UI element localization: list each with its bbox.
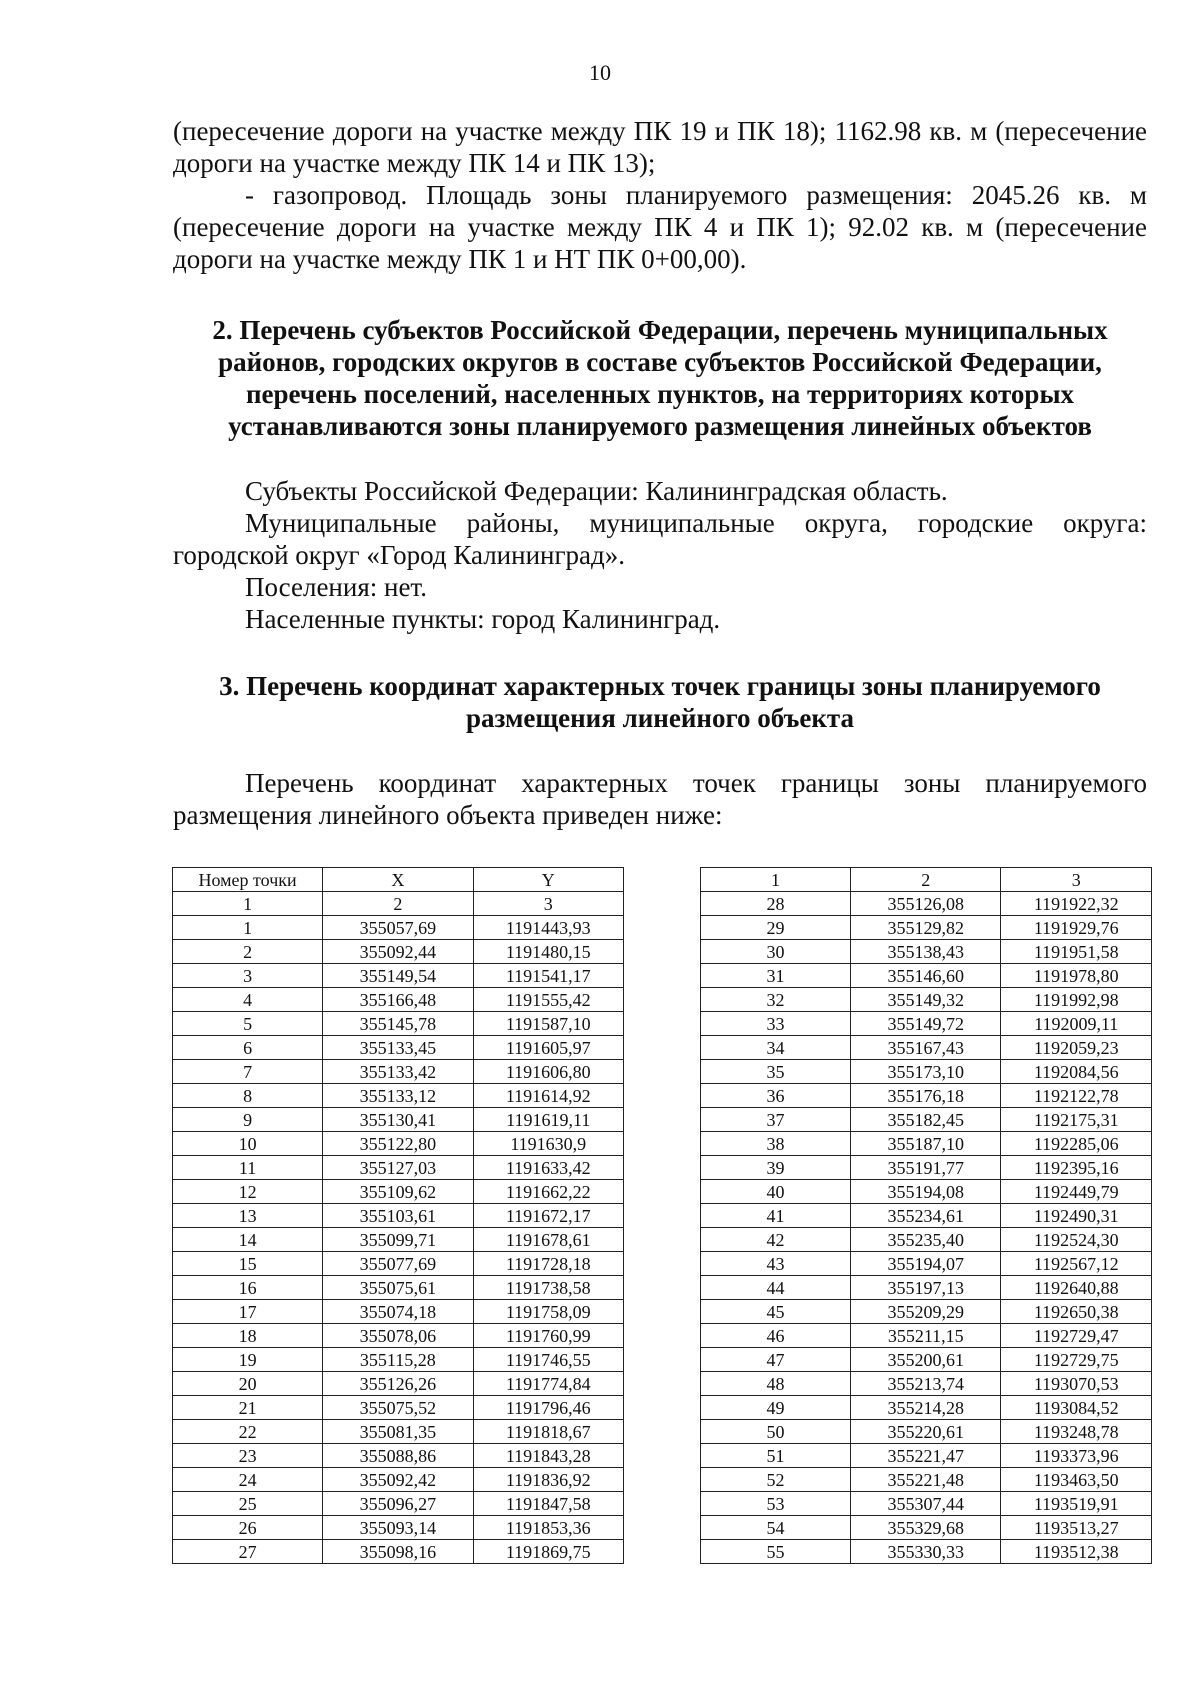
point-number-cell: 6: [173, 1036, 323, 1060]
y-coordinate-cell: 1191678,61: [473, 1228, 623, 1252]
table-header-row: [701, 868, 1152, 892]
point-number-cell: 3: [173, 964, 323, 988]
section-2-heading-line: 2. Перечень субъектов Российской Федерации, перечень муниципальных: [212, 315, 1108, 345]
x-coordinate-cell: 355166,48: [323, 988, 473, 1012]
header-cell: X: [323, 868, 473, 892]
point-number-cell: 27: [173, 1540, 323, 1564]
table-row: [173, 1348, 624, 1372]
y-coordinate-cell: 1192449,79: [1001, 1180, 1152, 1204]
y-coordinate-cell: 1191443,93: [473, 916, 623, 940]
x-coordinate-cell: 355234,61: [851, 1204, 1001, 1228]
table-row: [701, 1540, 1152, 1564]
y-coordinate-cell: 1191869,75: [473, 1540, 623, 1564]
x-coordinate-cell: 355329,68: [851, 1516, 1001, 1540]
x-coordinate-cell: 355133,12: [323, 1084, 473, 1108]
x-coordinate-cell: 355182,45: [851, 1108, 1001, 1132]
point-number-cell: 5: [173, 1012, 323, 1036]
x-coordinate-cell: 355191,77: [851, 1156, 1001, 1180]
x-coordinate-cell: 355214,28: [851, 1396, 1001, 1420]
y-coordinate-cell: 1191541,17: [473, 964, 623, 988]
y-coordinate-cell: 1192175,31: [1001, 1108, 1152, 1132]
y-coordinate-cell: 1191818,67: [473, 1420, 623, 1444]
x-coordinate-cell: 355133,45: [323, 1036, 473, 1060]
point-number-cell: 24: [173, 1468, 323, 1492]
y-coordinate-cell: 1191847,58: [473, 1492, 623, 1516]
point-number-cell: 41: [701, 1204, 851, 1228]
x-coordinate-cell: 355092,44: [323, 940, 473, 964]
x-coordinate-cell: 355092,42: [323, 1468, 473, 1492]
x-coordinate-cell: 355187,10: [851, 1132, 1001, 1156]
point-number-cell: 39: [701, 1156, 851, 1180]
table-row: [173, 1108, 624, 1132]
point-number-cell: 26: [173, 1516, 323, 1540]
y-coordinate-cell: 1193373,96: [1001, 1444, 1152, 1468]
table-row: [701, 988, 1152, 1012]
table-row: [701, 1420, 1152, 1444]
table-row: [173, 916, 624, 940]
point-number-cell: 42: [701, 1228, 851, 1252]
table-row: [701, 1108, 1152, 1132]
y-coordinate-cell: 1193519,91: [1001, 1492, 1152, 1516]
x-coordinate-cell: 355099,71: [323, 1228, 473, 1252]
subheader-cell: 3: [473, 892, 623, 916]
table-row: [173, 1204, 624, 1228]
point-number-cell: 19: [173, 1348, 323, 1372]
x-coordinate-cell: 355235,40: [851, 1228, 1001, 1252]
table-row: [701, 1012, 1152, 1036]
y-coordinate-cell: 1191746,55: [473, 1348, 623, 1372]
table-row: [173, 1252, 624, 1276]
header-cell: Номер точки: [173, 868, 323, 892]
table-row: [701, 1276, 1152, 1300]
x-coordinate-cell: 355098,16: [323, 1540, 473, 1564]
table-row: [701, 1300, 1152, 1324]
y-coordinate-cell: 1193248,78: [1001, 1420, 1152, 1444]
table-row: [173, 1372, 624, 1396]
table-row: [173, 1132, 624, 1156]
table-row: [173, 964, 624, 988]
x-coordinate-cell: 355075,61: [323, 1276, 473, 1300]
municipal-paragraph: Муниципальные районы, муниципальные округа, городские округа: городской округ «Город Калининград».: [173, 508, 1147, 570]
y-coordinate-cell: 1192567,12: [1001, 1252, 1152, 1276]
x-coordinate-cell: 355109,62: [323, 1180, 473, 1204]
table-row: [701, 1444, 1152, 1468]
table-row: [701, 1372, 1152, 1396]
table-row: [701, 940, 1152, 964]
table-row: [173, 1156, 624, 1180]
table-row: [701, 1156, 1152, 1180]
x-coordinate-cell: 355173,10: [851, 1060, 1001, 1084]
x-coordinate-cell: 355093,14: [323, 1516, 473, 1540]
table-row: [701, 964, 1152, 988]
point-number-cell: 43: [701, 1252, 851, 1276]
table-row: [173, 940, 624, 964]
y-coordinate-cell: 1193084,52: [1001, 1396, 1152, 1420]
y-coordinate-cell: 1191555,42: [473, 988, 623, 1012]
table-row: [173, 1084, 624, 1108]
table-row: [701, 1516, 1152, 1540]
table-header-row: [173, 868, 624, 892]
x-coordinate-cell: 355088,86: [323, 1444, 473, 1468]
header-cell: 1: [701, 868, 851, 892]
y-coordinate-cell: 1192650,38: [1001, 1300, 1152, 1324]
x-coordinate-cell: 355176,18: [851, 1084, 1001, 1108]
subheader-cell: 2: [323, 892, 473, 916]
y-coordinate-cell: 1192122,78: [1001, 1084, 1152, 1108]
x-coordinate-cell: 355194,07: [851, 1252, 1001, 1276]
point-number-cell: 37: [701, 1108, 851, 1132]
coordinates-table-right: [700, 867, 1152, 1564]
x-coordinate-cell: 355075,52: [323, 1396, 473, 1420]
section-2-heading: [173, 314, 1147, 442]
y-coordinate-cell: 1192729,75: [1001, 1348, 1152, 1372]
point-number-cell: 49: [701, 1396, 851, 1420]
point-number-cell: 10: [173, 1132, 323, 1156]
point-number-cell: 32: [701, 988, 851, 1012]
table-row: [701, 1204, 1152, 1228]
point-number-cell: 2: [173, 940, 323, 964]
y-coordinate-cell: 1191929,76: [1001, 916, 1152, 940]
y-coordinate-cell: 1191774,84: [473, 1372, 623, 1396]
y-coordinate-cell: 1191619,11: [473, 1108, 623, 1132]
point-number-cell: 35: [701, 1060, 851, 1084]
y-coordinate-cell: 1191662,22: [473, 1180, 623, 1204]
point-number-cell: 4: [173, 988, 323, 1012]
table-row: [701, 1036, 1152, 1060]
table-row: [173, 1492, 624, 1516]
x-coordinate-cell: 355307,44: [851, 1492, 1001, 1516]
x-coordinate-cell: 355129,82: [851, 916, 1001, 940]
y-coordinate-cell: 1191760,99: [473, 1324, 623, 1348]
point-number-cell: 28: [701, 892, 851, 916]
y-coordinate-cell: 1191796,46: [473, 1396, 623, 1420]
x-coordinate-cell: 355149,72: [851, 1012, 1001, 1036]
point-number-cell: 25: [173, 1492, 323, 1516]
point-number-cell: 22: [173, 1420, 323, 1444]
table-row: [701, 1084, 1152, 1108]
table-row: [173, 988, 624, 1012]
point-number-cell: 33: [701, 1012, 851, 1036]
y-coordinate-cell: 1191758,09: [473, 1300, 623, 1324]
x-coordinate-cell: 355209,29: [851, 1300, 1001, 1324]
y-coordinate-cell: 1191843,28: [473, 1444, 623, 1468]
table-row: [173, 1420, 624, 1444]
section-3-heading-line: размещения линейного объекта: [465, 703, 854, 733]
x-coordinate-cell: 355211,15: [851, 1324, 1001, 1348]
y-coordinate-cell: 1191480,15: [473, 940, 623, 964]
y-coordinate-cell: 1191922,32: [1001, 892, 1152, 916]
point-number-cell: 29: [701, 916, 851, 940]
y-coordinate-cell: 1192490,31: [1001, 1204, 1152, 1228]
x-coordinate-cell: 355194,08: [851, 1180, 1001, 1204]
point-number-cell: 23: [173, 1444, 323, 1468]
x-coordinate-cell: 355221,48: [851, 1468, 1001, 1492]
point-number-cell: 45: [701, 1300, 851, 1324]
x-coordinate-cell: 355127,03: [323, 1156, 473, 1180]
y-coordinate-cell: 1192059,23: [1001, 1036, 1152, 1060]
point-number-cell: 40: [701, 1180, 851, 1204]
x-coordinate-cell: 355133,42: [323, 1060, 473, 1084]
point-number-cell: 52: [701, 1468, 851, 1492]
table-row: [173, 1516, 624, 1540]
y-coordinate-cell: 1192395,16: [1001, 1156, 1152, 1180]
y-coordinate-cell: 1192640,88: [1001, 1276, 1152, 1300]
x-coordinate-cell: 355077,69: [323, 1252, 473, 1276]
point-number-cell: 13: [173, 1204, 323, 1228]
section-3-heading: [173, 670, 1147, 734]
table-row: [701, 1348, 1152, 1372]
y-coordinate-cell: 1192524,30: [1001, 1228, 1152, 1252]
table-row: [173, 1060, 624, 1084]
y-coordinate-cell: 1191672,17: [473, 1204, 623, 1228]
x-coordinate-cell: 355145,78: [323, 1012, 473, 1036]
table-row: [701, 892, 1152, 916]
y-coordinate-cell: 1191633,42: [473, 1156, 623, 1180]
point-number-cell: 11: [173, 1156, 323, 1180]
table-row: [173, 1036, 624, 1060]
point-number-cell: 34: [701, 1036, 851, 1060]
point-number-cell: 20: [173, 1372, 323, 1396]
point-number-cell: 7: [173, 1060, 323, 1084]
table-row: [173, 1180, 624, 1204]
table-row: [701, 1324, 1152, 1348]
point-number-cell: 16: [173, 1276, 323, 1300]
x-coordinate-cell: 355130,41: [323, 1108, 473, 1132]
x-coordinate-cell: 355074,18: [323, 1300, 473, 1324]
table-row: [701, 1492, 1152, 1516]
y-coordinate-cell: 1191614,92: [473, 1084, 623, 1108]
y-coordinate-cell: 1192285,06: [1001, 1132, 1152, 1156]
x-coordinate-cell: 355221,47: [851, 1444, 1001, 1468]
header-cell: 3: [1001, 868, 1152, 892]
y-coordinate-cell: 1191836,92: [473, 1468, 623, 1492]
x-coordinate-cell: 355126,08: [851, 892, 1001, 916]
table-row: [173, 1228, 624, 1252]
point-number-cell: 12: [173, 1180, 323, 1204]
y-coordinate-cell: 1191728,18: [473, 1252, 623, 1276]
page-number: 10: [589, 60, 611, 85]
table-intro-paragraph: Перечень координат характерных точек границы зоны планируемого размещения линейного объекта приведен ниже:: [173, 768, 1147, 830]
point-number-cell: 14: [173, 1228, 323, 1252]
point-number-cell: 51: [701, 1444, 851, 1468]
point-number-cell: 55: [701, 1540, 851, 1564]
section-2-heading-line: районов, городских округов в составе субъектов Российской Федерации,: [218, 347, 1102, 377]
point-number-cell: 50: [701, 1420, 851, 1444]
x-coordinate-cell: 355220,61: [851, 1420, 1001, 1444]
y-coordinate-cell: 1191587,10: [473, 1012, 623, 1036]
point-number-cell: 54: [701, 1516, 851, 1540]
section-2-heading-line: перечень поселений, населенных пунктов, на территориях которых: [245, 379, 1075, 409]
point-number-cell: 30: [701, 940, 851, 964]
subheader-cell: 1: [173, 892, 323, 916]
x-coordinate-cell: 355081,35: [323, 1420, 473, 1444]
point-number-cell: 9: [173, 1108, 323, 1132]
x-coordinate-cell: 355167,43: [851, 1036, 1001, 1060]
x-coordinate-cell: 355149,32: [851, 988, 1001, 1012]
x-coordinate-cell: 355197,13: [851, 1276, 1001, 1300]
table-row: [173, 1300, 624, 1324]
x-coordinate-cell: 355213,74: [851, 1372, 1001, 1396]
intro-paragraph-1: (пересечение дороги на участке между ПК 19 и ПК 18); 1162.98 кв. м (пересечение дороги на участке между ПК 14 и ПК 13);: [173, 116, 1147, 178]
table-row: [701, 1180, 1152, 1204]
intro-block: [173, 115, 1147, 275]
point-number-cell: 21: [173, 1396, 323, 1420]
header-cell: Y: [473, 868, 623, 892]
y-coordinate-cell: 1191630,9: [473, 1132, 623, 1156]
y-coordinate-cell: 1191951,58: [1001, 940, 1152, 964]
y-coordinate-cell: 1193513,27: [1001, 1516, 1152, 1540]
subjects-paragraph: Субъекты Российской Федерации: Калининградская область.: [245, 476, 948, 506]
settlements-paragraph: Поселения: нет.: [245, 572, 427, 602]
y-coordinate-cell: 1193463,50: [1001, 1468, 1152, 1492]
y-coordinate-cell: 1192009,11: [1001, 1012, 1152, 1036]
x-coordinate-cell: 355200,61: [851, 1348, 1001, 1372]
point-number-cell: 18: [173, 1324, 323, 1348]
x-coordinate-cell: 355115,28: [323, 1348, 473, 1372]
intro-paragraph-2: - газопровод. Площадь зоны планируемого размещения: 2045.26 кв. м (пересечение дороги на участке между ПК 4 и ПК 1); 92.02 кв. м (пересечение дороги на участке между ПК 1 и НТ ПК 0+00,00).: [173, 180, 1147, 274]
x-coordinate-cell: 355122,80: [323, 1132, 473, 1156]
table-row: [173, 1444, 624, 1468]
point-number-cell: 47: [701, 1348, 851, 1372]
x-coordinate-cell: 355078,06: [323, 1324, 473, 1348]
point-number-cell: 53: [701, 1492, 851, 1516]
table-row: [701, 1396, 1152, 1420]
y-coordinate-cell: 1191606,80: [473, 1060, 623, 1084]
table-row: [173, 1396, 624, 1420]
table-row: [701, 1060, 1152, 1084]
y-coordinate-cell: 1191738,58: [473, 1276, 623, 1300]
section-3-heading-line: 3. Перечень координат характерных точек границы зоны планируемого: [219, 671, 1101, 701]
y-coordinate-cell: 1192729,47: [1001, 1324, 1152, 1348]
table-row: [173, 1012, 624, 1036]
point-number-cell: 46: [701, 1324, 851, 1348]
point-number-cell: 17: [173, 1300, 323, 1324]
header-cell: 2: [851, 868, 1001, 892]
table-row: [701, 1468, 1152, 1492]
table-row: [173, 1540, 624, 1564]
table-row: [173, 1276, 624, 1300]
x-coordinate-cell: 355138,43: [851, 940, 1001, 964]
table-row: [173, 1468, 624, 1492]
x-coordinate-cell: 355149,54: [323, 964, 473, 988]
y-coordinate-cell: 1193070,53: [1001, 1372, 1152, 1396]
point-number-cell: 38: [701, 1132, 851, 1156]
localities-paragraph: Населенные пункты: город Калининград.: [245, 604, 721, 634]
coordinates-table-left: [172, 867, 624, 1564]
point-number-cell: 31: [701, 964, 851, 988]
y-coordinate-cell: 1191853,36: [473, 1516, 623, 1540]
y-coordinate-cell: 1192084,56: [1001, 1060, 1152, 1084]
x-coordinate-cell: 355126,26: [323, 1372, 473, 1396]
table-row: [173, 1324, 624, 1348]
y-coordinate-cell: 1193512,38: [1001, 1540, 1152, 1564]
y-coordinate-cell: 1191605,97: [473, 1036, 623, 1060]
section-2-heading-line: устанавливаются зоны планируемого размещения линейных объектов: [228, 411, 1092, 441]
point-number-cell: 8: [173, 1084, 323, 1108]
x-coordinate-cell: 355146,60: [851, 964, 1001, 988]
x-coordinate-cell: 355096,27: [323, 1492, 473, 1516]
y-coordinate-cell: 1191992,98: [1001, 988, 1152, 1012]
point-number-cell: 48: [701, 1372, 851, 1396]
table-row: [701, 1228, 1152, 1252]
point-number-cell: 1: [173, 916, 323, 940]
table-row: [701, 1252, 1152, 1276]
point-number-cell: 44: [701, 1276, 851, 1300]
table-row: [701, 916, 1152, 940]
table-row: [701, 1132, 1152, 1156]
x-coordinate-cell: 355330,33: [851, 1540, 1001, 1564]
y-coordinate-cell: 1191978,80: [1001, 964, 1152, 988]
point-number-cell: 36: [701, 1084, 851, 1108]
section-3-body: [173, 767, 1147, 831]
point-number-cell: 15: [173, 1252, 323, 1276]
x-coordinate-cell: 355103,61: [323, 1204, 473, 1228]
x-coordinate-cell: 355057,69: [323, 916, 473, 940]
section-2-body: [173, 475, 1147, 635]
table-subheader-row: [173, 892, 624, 916]
